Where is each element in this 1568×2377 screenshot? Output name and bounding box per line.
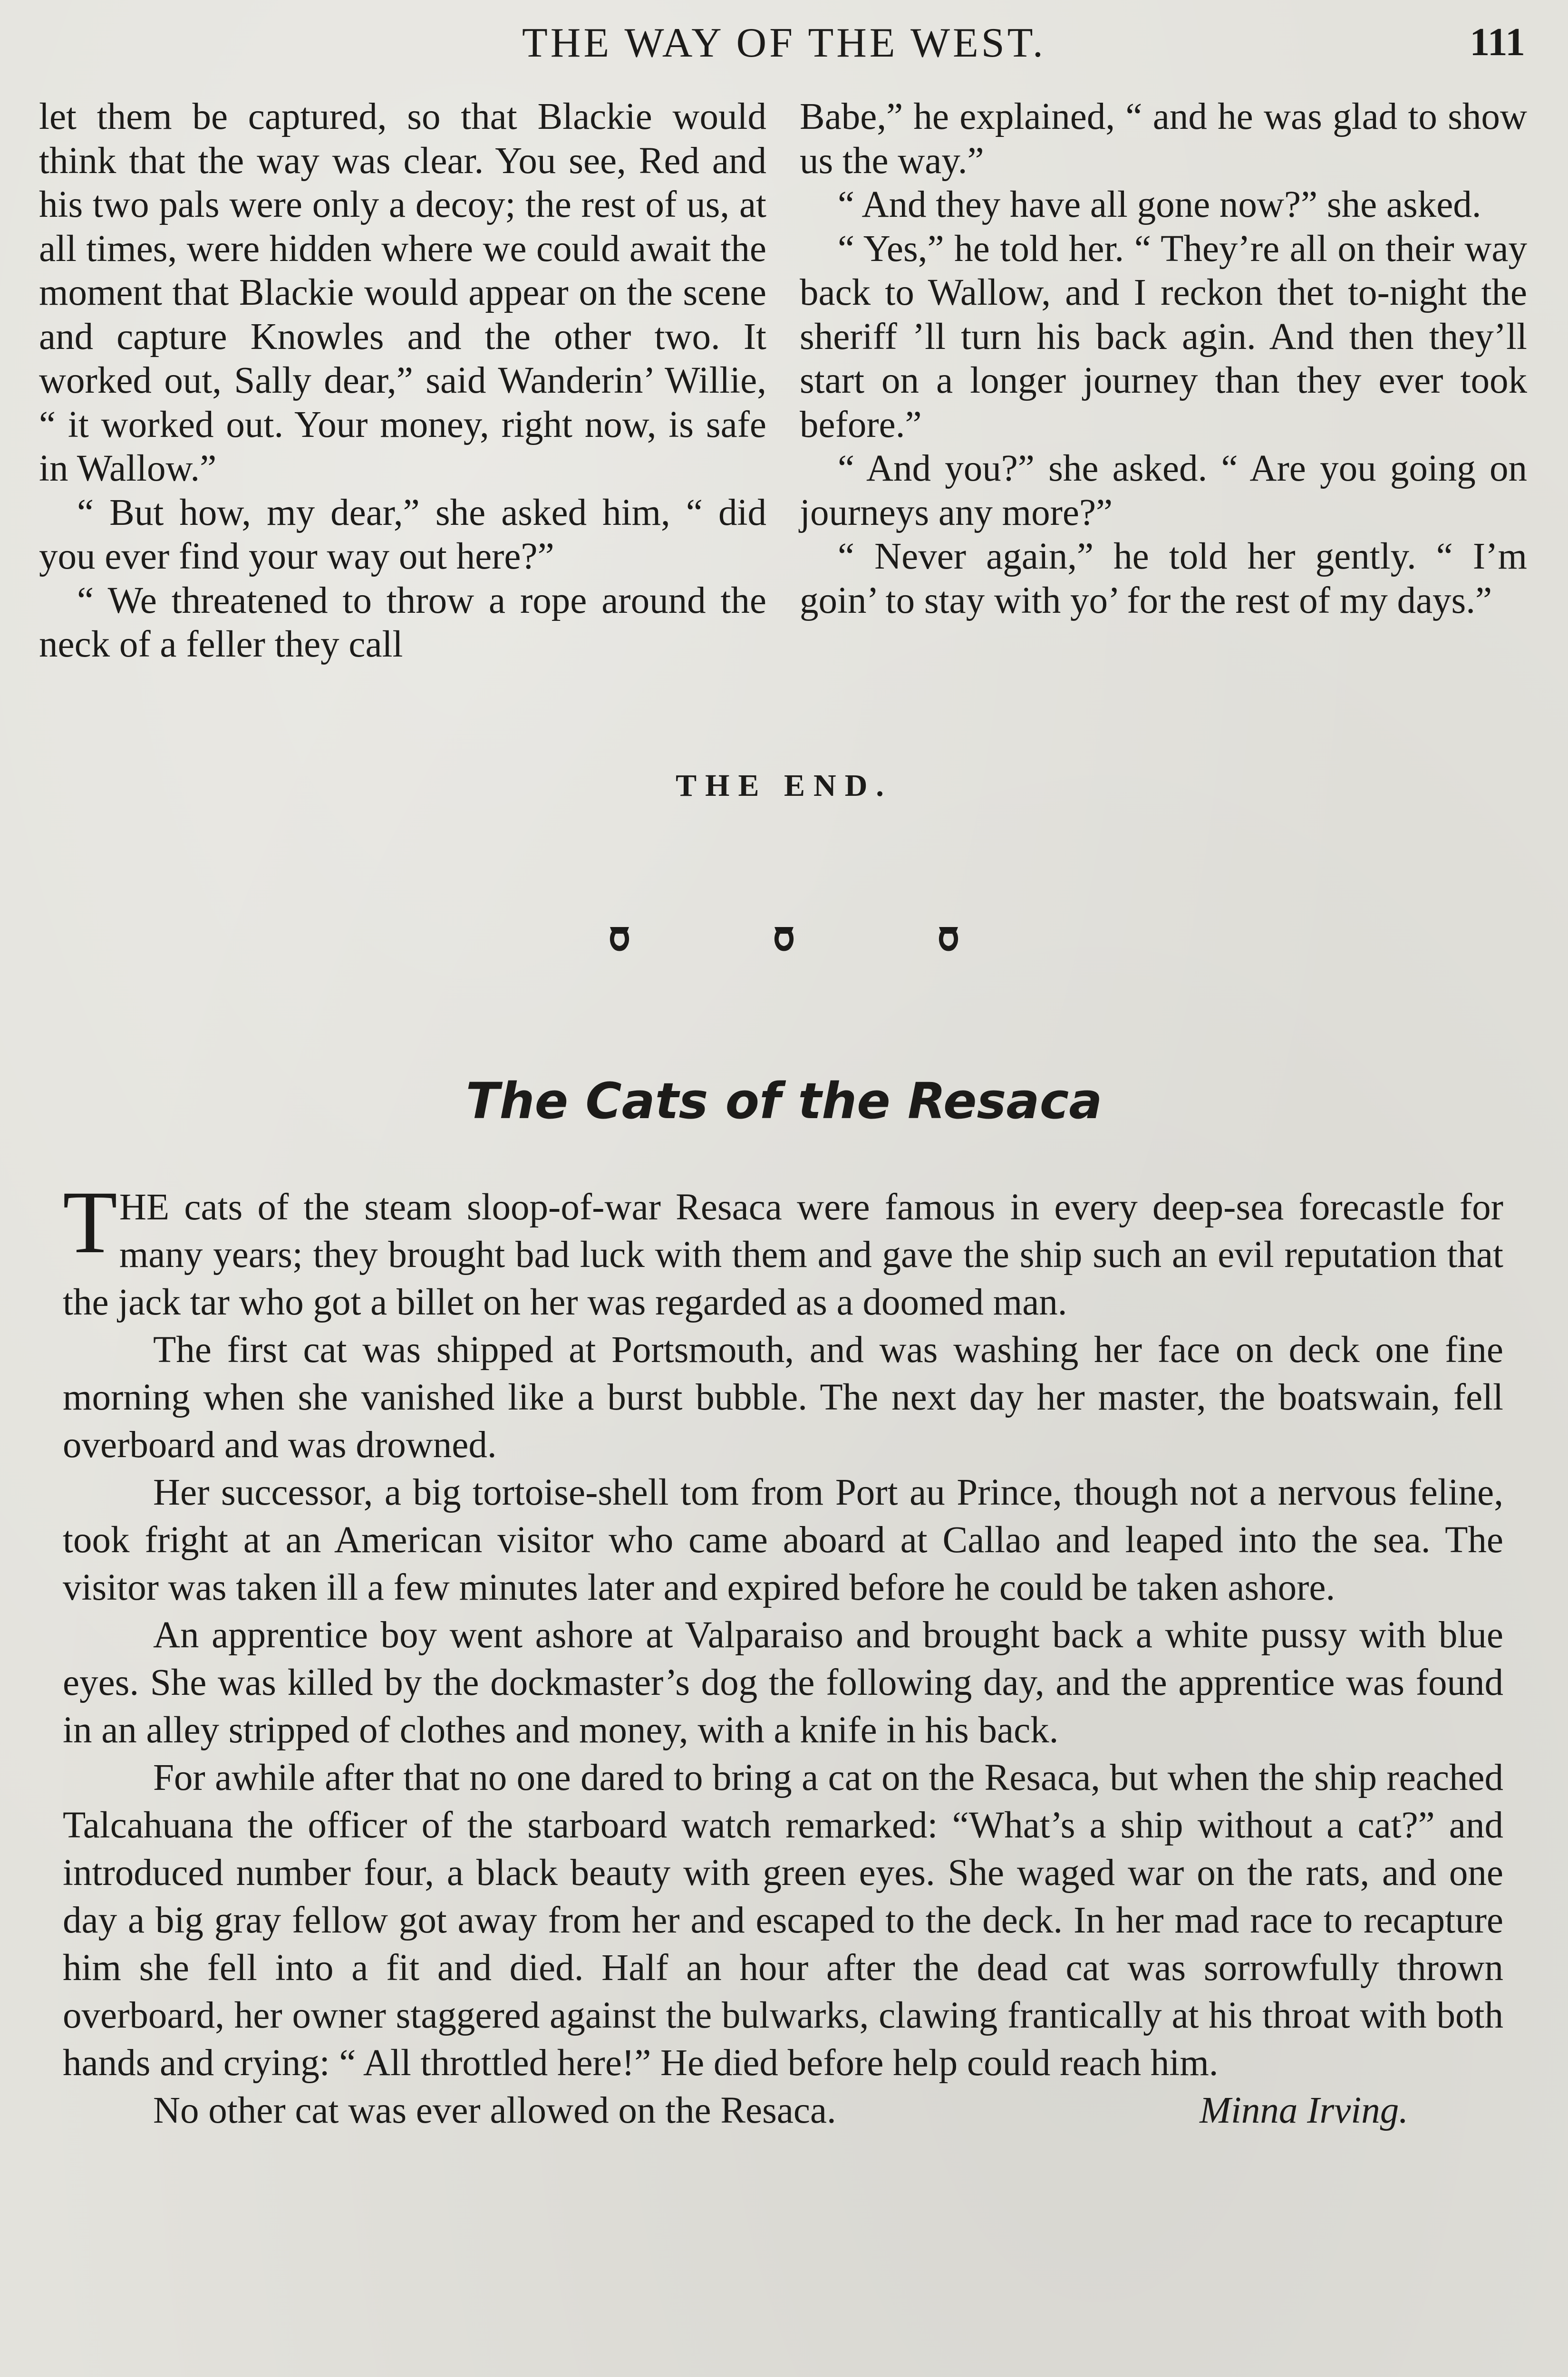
story-paragraph: The first cat was shipped at Portsmouth, and was washing her face on deck one fine morning when she vanished like a burst bubble. The next day her master, the boatswain, fell overboard and was drowned.	[63, 1329, 1503, 1466]
the-end-label: THE END.	[676, 768, 892, 803]
right-paragraph: “ And you?” she asked. “ Are you going on journeys any more?”	[800, 448, 1527, 533]
left-paragraph: “ But how, my dear,” she asked him, “ did you ever find your way out here?”	[39, 492, 766, 577]
horseshoe-ornament-icon	[606, 922, 633, 956]
story-paragraph: For awhile after that no one dared to bring a cat on the Resaca, but when the ship reached Talcahuana the officer of the starboard watch remarked: “What’s a ship without a cat?” and introduced number four, a black beauty with green eyes. She waged war on the rats, and one day a big gray fellow got away from her and escaped to the deck. In her mad race to recapture him she fell into a fit and died. Half an hour after the dead cat was sorrowfully thrown overboard, her owner staggered against the bulwarks, clawing frantically at his throat with both hands and crying: “ All throttled here!” He died before help could reach him.	[63, 1757, 1503, 2084]
section-divider	[0, 922, 1568, 956]
page-number: 111	[1470, 20, 1525, 64]
closing-line	[63, 2087, 1503, 2135]
story-paragraph	[63, 1172, 1503, 1326]
closing-text: No other cat was ever allowed on the Resaca.	[153, 2090, 836, 2131]
horseshoe-ornament-icon	[935, 922, 962, 956]
story-title: The Cats of the Resaca	[465, 1072, 1103, 1130]
author-signature: Minna Irving.	[1200, 2090, 1408, 2131]
left-paragraph: let them be captured, so that Blackie would think that the way was clear. You see, Red and his two pals were only a decoy; the rest of us, at all times, were hidden where we could await the moment that Blackie would appear on the scene and capture Knowles and the other two. It worked out, Sally dear,” said Wanderin’ Willie, “ it worked out. Your money, right now, is safe in Wallow.”	[39, 96, 766, 489]
right-paragraph: “ And they have all gone now?” she asked.	[838, 184, 1481, 225]
story-paragraph: Her successor, a big tortoise-shell tom from Port au Prince, though not a nervous feline, took fright at an American visitor who came aboard at Callao and leaped into the sea. The visitor was taken ill a few minutes later and expired before he could be taken ashore.	[63, 1472, 1503, 1608]
story-paragraph: An apprentice boy went ashore at Valparaiso and brought back a white pussy with blue eyes. She was killed by the dockmaster’s dog the following day, and the apprentice was found in an alley stripped of clothes and money, with a knife in his back.	[63, 1614, 1503, 1751]
left-column	[39, 95, 766, 667]
running-title: THE WAY OF THE WEST.	[522, 20, 1046, 66]
right-paragraph: Babe,” he explained, “ and he was glad to show us the way.”	[800, 96, 1527, 182]
story-body	[63, 1172, 1503, 2135]
left-paragraph: “ We threatened to throw a rope around the neck of a feller they call	[39, 580, 766, 665]
horseshoe-ornament-icon	[771, 922, 797, 956]
first-paragraph-text: HE cats of the steam sloop-of-war Resaca were famous in every deep-sea forecastle for many years; they brought bad luck with them and gave the ship such an evil reputation that the jack tar who got a billet on her was regarded as a doomed man.	[63, 1187, 1503, 1323]
drop-cap: T	[63, 1172, 117, 1272]
running-header	[0, 14, 1568, 67]
right-paragraph: “ Yes,” he told her. “ They’re all on their way back to Wallow, and I reckon thet to-night the sheriff ’ll turn his back agin. And then they’ll start on a longer journey than they ever took before.”	[800, 228, 1527, 445]
right-column	[800, 95, 1527, 667]
right-paragraph: “ Never again,” he told her gently. “ I’m goin’ to stay with yo’ for the rest of my days.”	[800, 536, 1527, 621]
previous-story-columns	[39, 95, 1527, 667]
